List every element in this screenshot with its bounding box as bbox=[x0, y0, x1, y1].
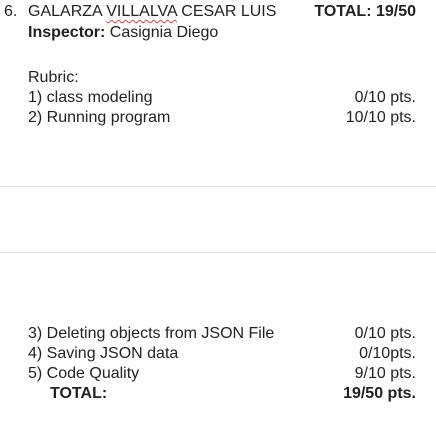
rubric-item-label: 4) Saving JSON data bbox=[28, 345, 179, 362]
student-name-part-1: GALARZA bbox=[28, 3, 107, 20]
rubric-item-2 bbox=[0, 108, 436, 128]
rubric-item-label: 2) Running program bbox=[28, 109, 171, 126]
total-score-header: TOTAL: 19/50 bbox=[314, 3, 416, 20]
section-divider-bottom bbox=[0, 252, 436, 253]
inspector-line bbox=[28, 23, 218, 43]
rubric-item-3 bbox=[0, 324, 436, 344]
rubric-item-4 bbox=[0, 344, 436, 364]
rubric-item-1 bbox=[0, 88, 436, 108]
entry-number: 6. bbox=[4, 3, 18, 20]
rubric-item-label: 1) class modeling bbox=[28, 89, 153, 106]
student-name-part-2: VILLALVA bbox=[106, 3, 177, 20]
inspector-name: Casignia Diego bbox=[105, 24, 219, 41]
rubric-total-label: TOTAL: bbox=[50, 385, 108, 402]
student-name-part-3: CESAR LUIS bbox=[176, 3, 277, 20]
rubric-item-points: 10/10 pts. bbox=[345, 109, 416, 126]
entry-header bbox=[0, 2, 436, 22]
rubric-item-points: 0/10 pts. bbox=[354, 89, 416, 106]
rubric-total-points: 19/50 pts. bbox=[343, 385, 416, 402]
rubric-title: Rubric: bbox=[28, 69, 79, 86]
section-divider-top bbox=[0, 186, 436, 187]
rubric-item-label: 5) Code Quality bbox=[28, 365, 140, 382]
student-name bbox=[28, 2, 276, 22]
rubric-item-5 bbox=[0, 364, 436, 384]
rubric-item-points: 0/10pts. bbox=[359, 345, 416, 362]
rubric-item-points: 0/10 pts. bbox=[354, 325, 416, 342]
rubric-item-points: 9/10 pts. bbox=[354, 365, 416, 382]
inspector-label: Inspector: bbox=[28, 24, 106, 41]
rubric-total bbox=[0, 384, 436, 404]
rubric-item-label: 3) Deleting objects from JSON File bbox=[28, 325, 275, 342]
